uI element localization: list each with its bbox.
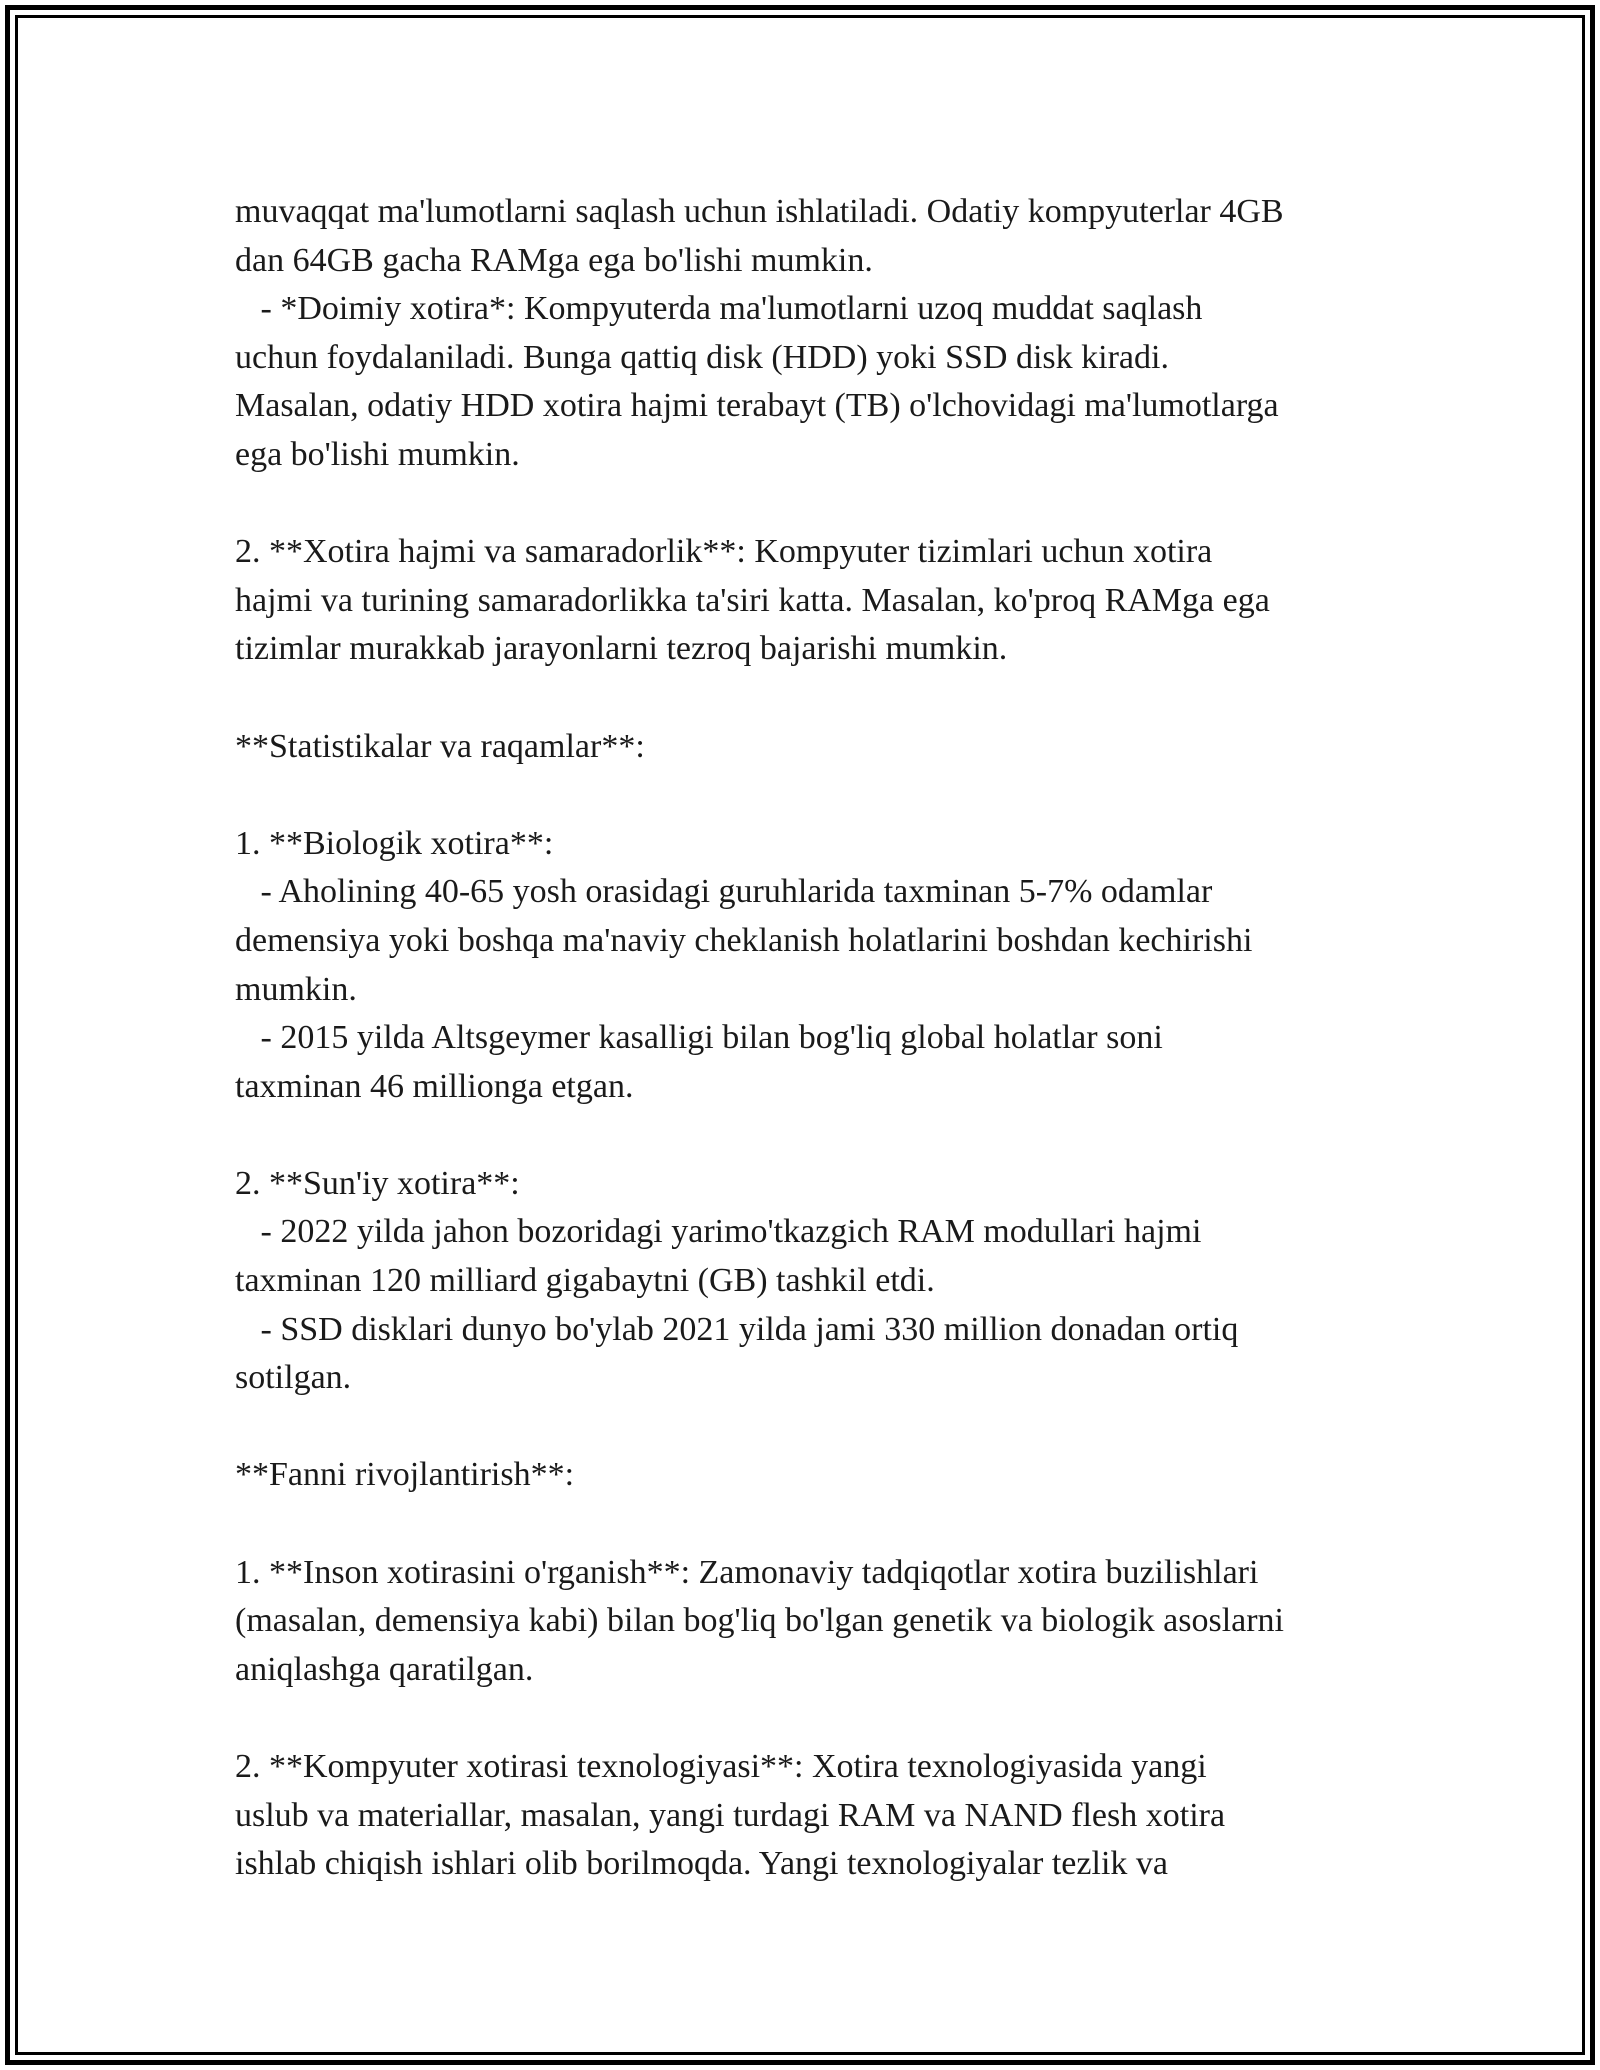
blank-line	[235, 674, 1395, 723]
text-line: 2. **Kompyuter xotirasi texnologiyasi**: Xotira texnologiyasida yangi	[235, 1748, 1207, 1785]
text-line: tizimlar murakkab jarayonlarni tezroq bajarishi mumkin.	[235, 630, 1008, 668]
text-line: taxminan 120 milliard gigabaytni (GB) tashkil etdi.	[235, 1262, 935, 1300]
blank-line	[235, 480, 1395, 529]
text-line: 1. **Biologik xotira**:	[235, 824, 554, 862]
blank-line	[235, 1403, 1395, 1452]
text-line: uslub va materiallar, masalan, yangi turdagi RAM va NAND flesh xotira	[235, 1796, 1226, 1834]
text-line: aniqlashga qaratilgan.	[235, 1650, 534, 1688]
text-line: - Aholining 40-65 yosh orasidagi guruhlarida taxminan 5-7% odamlar	[235, 873, 1213, 911]
text-line: 1. **Inson xotirasini o'rganish**: Zamonaviy tadqiqotlar xotira buzilishlari	[235, 1553, 1259, 1591]
text-line: Masalan, odatiy HDD xotira hajmi terabayt (TB) o'lchovidagi ma'lumotlarga	[235, 387, 1279, 425]
text-line: 2. **Xotira hajmi va samaradorlik**: Kompyuter tizimlari uchun xotira	[235, 533, 1213, 571]
text-line: sotilgan.	[235, 1359, 352, 1397]
document-body	[235, 188, 1395, 1889]
text-line: dan 64GB gacha RAMga ega bo'lishi mumkin.	[235, 241, 873, 279]
text-line: (masalan, demensiya kabi) bilan bog'liq bo'lgan genetik va biologik asoslarni	[235, 1602, 1285, 1640]
text-line: - *Doimiy xotira*: Kompyuterda ma'lumotlarni uzoq muddat saqlash	[235, 290, 1203, 328]
text-line: taxminan 46 millionga etgan.	[235, 1067, 634, 1105]
text-line: - 2015 yilda Altsgeymer kasalligi bilan bog'liq global holatlar soni	[235, 1019, 1163, 1057]
text-line: demensiya yoki boshqa ma'naviy cheklanish holatlarini boshdan kechirishi	[235, 921, 1253, 959]
blank-line	[235, 1111, 1395, 1160]
text-line: **Fanni rivojlantirish**:	[235, 1456, 575, 1494]
text-line: - 2022 yilda jahon bozoridagi yarimo'tkazgich RAM modullari hajmi	[235, 1213, 1202, 1251]
text-line: 2. **Sun'iy xotira**:	[235, 1164, 520, 1202]
text-line: - SSD disklari dunyo bo'ylab 2021 yilda jami 330 million donadan ortiq	[235, 1310, 1239, 1348]
blank-line	[235, 1500, 1395, 1549]
text-line: ishlab chiqish ishlari olib borilmoqda. Yangi texnologiyalar tezlik va	[235, 1845, 1168, 1883]
text-line: mumkin.	[235, 970, 357, 1008]
text-line: muvaqqat ma'lumotlarni saqlash uchun ishlatiladi. Odatiy kompyuterlar 4GB	[235, 193, 1284, 230]
text-line: hajmi va turining samaradorlikka ta'siri katta. Masalan, ko'proq RAMga ega	[235, 581, 1270, 619]
text-line: ega bo'lishi mumkin.	[235, 435, 520, 473]
blank-line	[235, 1694, 1395, 1743]
text-line: uchun foydalaniladi. Bunga qattiq disk (HDD) yoki SSD disk kiradi.	[235, 338, 1169, 376]
blank-line	[235, 771, 1395, 820]
text-line: **Statistikalar va raqamlar**:	[235, 727, 645, 765]
